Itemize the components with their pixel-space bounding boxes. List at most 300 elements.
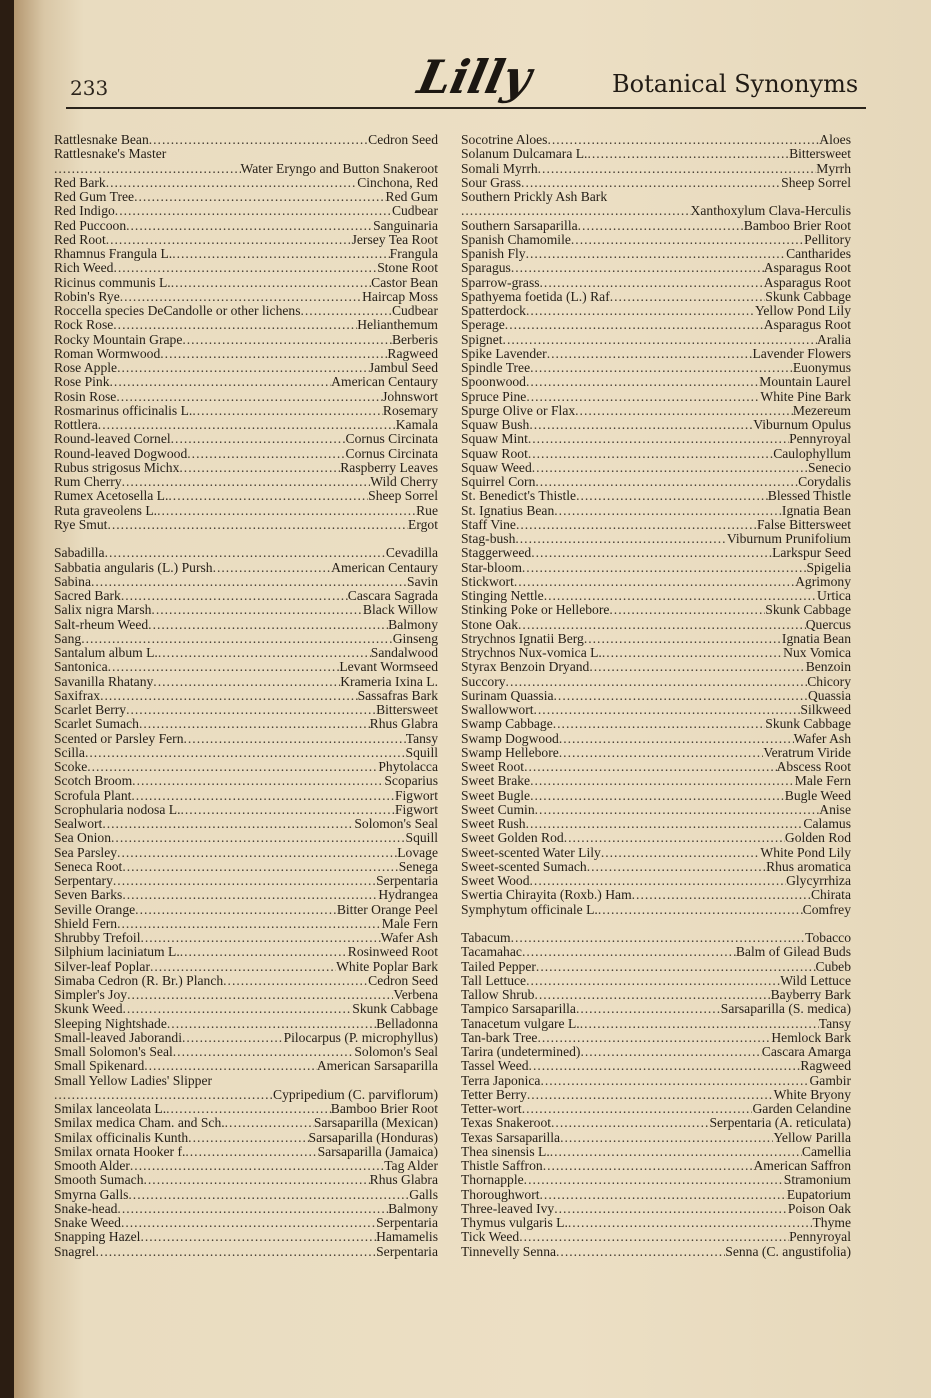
entry-term: Sleeping Nightshade xyxy=(54,1015,167,1031)
synonym-entry xyxy=(461,1088,851,1102)
synonym-entry xyxy=(461,475,851,489)
leader-dots xyxy=(535,803,820,817)
entry-synonym: Cudbear xyxy=(391,303,438,318)
leader-dots xyxy=(135,903,337,917)
entry-synonym: Cornus Circinata xyxy=(345,445,438,461)
entry-synonym: Quercus xyxy=(805,616,851,632)
entry-synonym: Bayberry Bark xyxy=(770,987,851,1002)
leader-dots xyxy=(602,646,783,660)
leader-dots xyxy=(598,903,803,917)
leader-dots xyxy=(584,632,782,646)
entry-term: Spathyema foetida (L.) Raf xyxy=(461,288,610,304)
leader-dots xyxy=(126,703,376,717)
entry-term: Tanacetum vulgare L. xyxy=(461,1015,580,1031)
entry-synonym: Solomon's Seal xyxy=(354,1044,438,1059)
synonym-entry xyxy=(54,190,438,204)
entry-term: Smyrna Galls xyxy=(54,1186,129,1202)
leader-dots xyxy=(578,219,744,233)
entry-synonym: Levant Wormseed xyxy=(339,659,438,675)
leader-dots xyxy=(149,133,368,147)
leader-dots xyxy=(524,760,777,774)
entry-synonym: Cantharides xyxy=(786,246,851,261)
synonym-entry xyxy=(54,504,438,518)
synonym-entry xyxy=(461,162,851,176)
entry-synonym: Serpentaria xyxy=(376,1215,438,1230)
entry-synonym: Rosemary xyxy=(382,402,438,418)
entry-term: Sweet-scented Water Lily xyxy=(461,844,601,860)
entry-term: Tallow Shrub xyxy=(461,987,535,1002)
entry-term: Rye Smut xyxy=(54,516,108,532)
entry-synonym: Bugle Weed xyxy=(784,787,851,803)
synonym-entry xyxy=(461,960,851,974)
entry-term: Scarlet Sumach xyxy=(54,716,139,732)
leader-dots xyxy=(122,888,378,902)
entry-term: Rhamnus Frangula L. xyxy=(54,246,173,261)
leader-dots xyxy=(524,1173,784,1187)
synonym-entry xyxy=(461,147,851,161)
entry-synonym: Skunk Cabbage xyxy=(765,602,851,618)
entry-term: Swertia Chirayita (Roxb.) Ham xyxy=(461,887,632,903)
entry-synonym: Figwort xyxy=(394,801,438,817)
leader-dots xyxy=(559,732,794,746)
leader-dots xyxy=(117,917,382,931)
entry-term: Stone Oak xyxy=(461,616,519,632)
entry-term: Squirrel Corn xyxy=(461,474,536,489)
entry-synonym: Tansy xyxy=(818,1015,851,1031)
entry-synonym: Serpentaria xyxy=(376,873,438,888)
entry-synonym: Comfrey xyxy=(802,901,851,917)
synonym-entry xyxy=(461,888,851,902)
leader-dots xyxy=(571,233,804,247)
leader-dots xyxy=(530,774,795,788)
entry-synonym: Caulophyllum xyxy=(773,445,851,461)
synonym-entry xyxy=(461,1230,851,1244)
entry-synonym: Rhus Glabra xyxy=(369,1172,438,1188)
leader-dots xyxy=(128,1188,409,1202)
leader-dots xyxy=(91,575,407,589)
leader-dots xyxy=(116,390,382,404)
leader-dots xyxy=(110,375,332,389)
entry-term: Shrubby Trefoil xyxy=(54,930,141,945)
entry-synonym: Pilocarpus (P. microphyllus) xyxy=(283,1029,438,1045)
leader-dots xyxy=(515,532,726,546)
leader-dots xyxy=(126,219,373,233)
leader-dots xyxy=(113,874,376,888)
leader-dots xyxy=(538,162,817,176)
entry-term: Rosmarinus officinalis L. xyxy=(54,402,193,418)
entry-term: Silver-leaf Poplar xyxy=(54,958,150,974)
leader-dots xyxy=(610,290,766,304)
entry-term: Squaw Mint xyxy=(461,431,528,447)
entry-term: Rose Pink xyxy=(54,374,110,390)
entry-term: Sang xyxy=(54,630,82,646)
synonym-entry xyxy=(461,1045,851,1059)
synonym-entry xyxy=(54,347,438,361)
synonym-entry xyxy=(54,147,438,161)
entry-synonym: Hamamelis xyxy=(376,1229,438,1245)
entry-term: Texas Snakeroot xyxy=(461,1115,552,1131)
entry-term: Swamp Dogwood xyxy=(461,730,559,746)
entry-term: Rattlesnake's Master xyxy=(54,146,167,162)
entry-term: Snagrel xyxy=(54,1243,96,1259)
leader-dots xyxy=(530,789,785,803)
synonym-entry xyxy=(461,988,851,1002)
entry-term: Tinnevelly Senna xyxy=(461,1243,557,1259)
entry-synonym: Hemlock Bark xyxy=(771,1029,851,1045)
synonym-entry xyxy=(461,760,851,774)
synonym-entry xyxy=(461,1202,851,1216)
synonym-entry xyxy=(461,1188,851,1202)
entry-term: Small-leaved Jaborandi xyxy=(54,1029,182,1045)
leader-dots xyxy=(120,290,362,304)
synonym-entry xyxy=(461,632,851,646)
leader-dots xyxy=(528,432,789,446)
entry-synonym: Tansy xyxy=(405,730,438,746)
synonym-entry xyxy=(54,461,438,475)
leader-dots xyxy=(106,176,357,190)
entry-synonym: Calamus xyxy=(803,816,851,831)
leader-dots xyxy=(550,1145,802,1159)
entry-synonym: Hydrangea xyxy=(378,887,438,903)
entry-term: Sea Onion xyxy=(54,830,112,846)
leader-dots xyxy=(568,1216,813,1230)
entry-term: Rum Cherry xyxy=(54,474,122,489)
leader-dots xyxy=(554,689,808,703)
entry-term: Sacred Bark xyxy=(54,588,121,603)
entry-term: Three-leaved Ivy xyxy=(461,1200,555,1216)
leader-dots xyxy=(576,489,768,503)
entry-term: Simpler's Joy xyxy=(54,987,128,1002)
entry-term: Strychnos Ignatii Berg xyxy=(461,630,584,646)
entry-term: Spanish Fly xyxy=(461,246,526,261)
entry-term: Southern Prickly Ash Bark xyxy=(461,189,608,204)
leader-dots xyxy=(148,618,388,632)
entry-synonym: Solomon's Seal xyxy=(354,816,438,831)
entry-term: Small Spikenard xyxy=(54,1058,145,1074)
left-column xyxy=(54,133,438,1259)
page-number: 233 xyxy=(70,76,109,100)
synonym-entry xyxy=(461,418,851,432)
synonym-entry xyxy=(54,717,438,731)
synonym-entry xyxy=(461,318,851,332)
synonym-entry xyxy=(461,1116,851,1130)
entry-synonym: Cubeb xyxy=(815,958,851,974)
entry-synonym: American Centaury xyxy=(331,559,438,575)
entry-term: Swamp Cabbage xyxy=(461,716,553,732)
entry-term: Tetter Berry xyxy=(461,1086,527,1102)
synonym-entry xyxy=(54,518,438,532)
entry-synonym: Black Willow xyxy=(362,602,438,618)
entry-synonym: Asparagus Root xyxy=(763,317,851,333)
entry-term: Thea sinensis L. xyxy=(461,1143,550,1159)
synonym-entry xyxy=(54,888,438,902)
entry-term: Rich Weed xyxy=(54,260,114,276)
entry-term: Surinam Quassia xyxy=(461,687,554,703)
entry-synonym: Balmony xyxy=(388,616,438,632)
leader-dots xyxy=(554,1202,788,1216)
synonym-entry xyxy=(461,717,851,731)
leader-dots xyxy=(87,760,378,774)
synonym-entry xyxy=(54,290,438,304)
synonym-entry xyxy=(461,304,851,318)
entry-synonym: Ignatia Bean xyxy=(781,502,851,518)
entry-term: Symphytum officinale L. xyxy=(461,901,598,917)
synonym-entry xyxy=(54,176,438,190)
synonym-entry xyxy=(54,247,438,261)
leader-dots xyxy=(105,546,386,560)
synonym-entry xyxy=(54,1031,438,1045)
entry-synonym: Sarsaparilla (S. medica) xyxy=(720,1001,851,1017)
synonym-entry xyxy=(54,1017,438,1031)
entry-term: Tampico Sarsaparilla xyxy=(461,1001,576,1017)
entry-term: Ricinus communis L. xyxy=(54,274,171,290)
synonym-entry xyxy=(461,461,851,475)
synonym-entry xyxy=(461,575,851,589)
leader-dots xyxy=(102,817,354,831)
entry-synonym: Mountain Laurel xyxy=(759,374,851,390)
synonym-entry xyxy=(461,675,851,689)
entry-synonym: Figwort xyxy=(394,787,438,803)
leader-dots xyxy=(122,475,371,489)
synonym-entry xyxy=(461,689,851,703)
synonym-entry xyxy=(54,1088,438,1102)
entry-synonym: Galls xyxy=(409,1186,438,1202)
leader-dots xyxy=(580,1045,761,1059)
entry-term: Rubus strigosus Michx xyxy=(54,459,180,475)
leader-dots xyxy=(166,1102,331,1116)
synonym-entry xyxy=(54,732,438,746)
leader-dots xyxy=(167,1017,376,1031)
synonym-entry xyxy=(461,561,851,575)
synonym-entry xyxy=(54,632,438,646)
synonym-entry xyxy=(54,1116,438,1130)
leader-dots xyxy=(522,945,736,959)
entry-term: Red Puccoon xyxy=(54,217,127,233)
entry-synonym: Anise xyxy=(819,801,851,817)
leader-dots xyxy=(506,675,808,689)
leader-dots xyxy=(530,361,793,375)
entry-term: Socotrine Aloes xyxy=(461,132,548,147)
entry-synonym: Krameria Ixina L. xyxy=(340,673,438,689)
synonym-entry xyxy=(54,489,438,503)
entry-synonym: Camellia xyxy=(801,1143,851,1159)
entry-term: Simaba Cedron (R. Br.) Planch xyxy=(54,972,224,988)
entry-synonym: Larkspur Seed xyxy=(772,545,851,561)
leader-dots xyxy=(576,1002,721,1016)
leader-dots xyxy=(111,831,406,845)
entry-term: Tarira (undetermined) xyxy=(461,1044,581,1059)
entry-term: Sealwort xyxy=(54,816,103,831)
leader-dots xyxy=(153,675,340,689)
synonym-entry xyxy=(54,1216,438,1230)
synonym-entry xyxy=(54,333,438,347)
leader-dots xyxy=(173,1045,355,1059)
leader-dots xyxy=(543,1159,754,1173)
synonym-entry xyxy=(54,774,438,788)
entry-synonym: Ergot xyxy=(408,516,438,532)
entry-term: Spindle Tree xyxy=(461,360,531,375)
entry-term: Tick Weed xyxy=(461,1229,520,1245)
synonym-entry xyxy=(461,261,851,275)
section-gap xyxy=(461,917,851,931)
leader-dots xyxy=(122,860,398,874)
synonym-entry xyxy=(54,375,438,389)
leader-dots xyxy=(140,1230,376,1244)
synonym-entry xyxy=(461,646,851,660)
entry-term: Sweet Root xyxy=(461,759,525,774)
synonym-entry xyxy=(54,903,438,917)
synonym-entry xyxy=(54,803,438,817)
leader-dots xyxy=(180,803,394,817)
entry-synonym: Sheep Sorrel xyxy=(368,488,438,504)
entry-term: Spignet xyxy=(461,331,503,347)
entry-term: Rumex Acetosella L. xyxy=(54,488,169,504)
entry-term: Rottlera xyxy=(54,417,98,432)
entry-synonym: Serpentaria xyxy=(376,1243,438,1259)
leader-dots xyxy=(192,404,383,418)
leader-dots xyxy=(106,233,352,247)
entry-synonym: Rhus aromatica xyxy=(766,858,851,874)
entry-synonym: Johnswort xyxy=(382,388,438,404)
entry-synonym: Cascara Amarga xyxy=(761,1044,851,1059)
leader-dots xyxy=(113,318,357,332)
synonym-entry xyxy=(461,390,851,404)
synonym-entry xyxy=(54,603,438,617)
entry-synonym: Cevadilla xyxy=(385,545,438,561)
synonym-entry xyxy=(461,1131,851,1145)
leader-dots xyxy=(98,418,396,432)
synonym-entry xyxy=(54,1159,438,1173)
synonym-entry xyxy=(54,1131,438,1145)
leader-dots xyxy=(157,504,416,518)
synonym-entry xyxy=(461,1059,851,1073)
leader-dots xyxy=(134,190,385,204)
synonym-entry xyxy=(54,1045,438,1059)
leader-dots xyxy=(540,276,764,290)
synonym-entry xyxy=(461,903,851,917)
entry-term: Texas Sarsaparilla xyxy=(461,1129,561,1145)
synonym-entry xyxy=(54,162,438,176)
entry-synonym: Male Fern xyxy=(794,773,851,789)
leader-dots xyxy=(139,717,370,731)
entry-synonym: White Pond Lily xyxy=(760,844,851,860)
entry-synonym: Chicory xyxy=(807,673,851,689)
leader-dots xyxy=(535,475,798,489)
leader-dots xyxy=(180,945,348,959)
entry-synonym: Cypripedium (C. parviflorum) xyxy=(273,1086,438,1102)
leader-dots xyxy=(188,1131,308,1145)
entry-synonym: Sandalwood xyxy=(370,645,438,660)
leader-dots xyxy=(530,874,787,888)
entry-synonym: Rue xyxy=(416,502,438,518)
entry-synonym: Yellow Parilla xyxy=(773,1129,851,1145)
entry-synonym: Wafer Ash xyxy=(793,730,851,746)
entry-synonym: Scoparius xyxy=(384,773,438,789)
leader-dots xyxy=(540,1074,809,1088)
entry-synonym: Viburnum Opulus xyxy=(753,417,851,432)
entry-synonym: Wild Cherry xyxy=(370,474,438,489)
entry-term: Snake-head xyxy=(54,1200,118,1216)
synonym-entry xyxy=(54,318,438,332)
entry-term: Small Solomon's Seal xyxy=(54,1044,173,1059)
synonym-entry xyxy=(54,1202,438,1216)
entry-synonym: Sanguinaria xyxy=(373,217,438,233)
synonym-entry xyxy=(461,1145,851,1159)
entry-term: Skunk Weed xyxy=(54,1001,123,1017)
entry-term: Somali Myrrh xyxy=(461,160,538,176)
leader-dots xyxy=(528,447,773,461)
entry-term: Sparagus xyxy=(461,260,511,276)
leader-dots xyxy=(132,774,384,788)
entry-term: Seven Barks xyxy=(54,887,123,903)
entry-term: Styrax Benzoin Dryand xyxy=(461,659,590,675)
entry-term: Squaw Weed xyxy=(461,459,532,475)
entry-term: Robin's Rye xyxy=(54,288,120,304)
leader-dots xyxy=(609,603,765,617)
entry-term: Spatterdock xyxy=(461,303,526,318)
entry-synonym: Tag Alder xyxy=(384,1158,438,1173)
entry-term: Sweet Wood xyxy=(461,873,530,888)
leader-dots xyxy=(551,1116,709,1130)
leader-dots xyxy=(185,1145,317,1159)
entry-synonym: Euonymus xyxy=(792,360,851,375)
entry-term: Spoonwood xyxy=(461,374,526,390)
entry-term: Rock Rose xyxy=(54,317,114,333)
entry-synonym: Yellow Pond Lily xyxy=(754,303,851,318)
synonym-entry xyxy=(54,1074,438,1088)
entry-term: Snake Weed xyxy=(54,1215,121,1230)
synonym-entry xyxy=(54,931,438,945)
synonym-entry xyxy=(461,945,851,959)
leader-dots xyxy=(534,988,770,1002)
leader-dots xyxy=(505,318,764,332)
entry-synonym: American Saffron xyxy=(753,1158,851,1173)
leader-dots xyxy=(518,618,806,632)
entry-synonym: Abscess Root xyxy=(776,759,851,774)
entry-term: Silphium laciniatum L. xyxy=(54,944,180,960)
leader-dots xyxy=(85,746,406,760)
entry-synonym: Red Gum xyxy=(385,189,438,204)
entry-term: Tabacum xyxy=(461,930,511,945)
synonym-entry xyxy=(461,276,851,290)
entry-term: Rosin Rose xyxy=(54,388,117,404)
entry-synonym: Skunk Cabbage xyxy=(765,288,851,304)
entry-term: Red Gum Tree xyxy=(54,189,135,204)
synonym-entry xyxy=(54,874,438,888)
entry-term: Star-bloom xyxy=(461,559,522,575)
synonym-entry xyxy=(461,219,851,233)
entry-synonym: Frangula xyxy=(389,246,438,261)
synonym-entry xyxy=(461,361,851,375)
entry-term: Staggerweed xyxy=(461,545,532,561)
entry-synonym: Quassia xyxy=(807,687,851,703)
entry-synonym: Serpentaria (A. reticulata) xyxy=(709,1115,851,1131)
entry-synonym: Thyme xyxy=(812,1215,851,1230)
leader-dots xyxy=(107,518,408,532)
leader-dots xyxy=(536,960,816,974)
entry-term: Southern Sarsaparilla xyxy=(461,217,578,233)
leader-dots xyxy=(108,660,340,674)
entry-synonym: Pellitory xyxy=(804,231,851,247)
entry-synonym: Corydalis xyxy=(798,474,851,489)
leader-dots xyxy=(534,703,801,717)
entry-term: Smooth Alder xyxy=(54,1158,130,1173)
entry-synonym: Sarsaparilla (Mexican) xyxy=(313,1115,438,1131)
entry-synonym: Sarsaparilla (Honduras) xyxy=(308,1129,438,1145)
entry-term: Spike Lavender xyxy=(461,345,547,361)
synonym-entry xyxy=(461,447,851,461)
synonym-entry xyxy=(461,546,851,560)
